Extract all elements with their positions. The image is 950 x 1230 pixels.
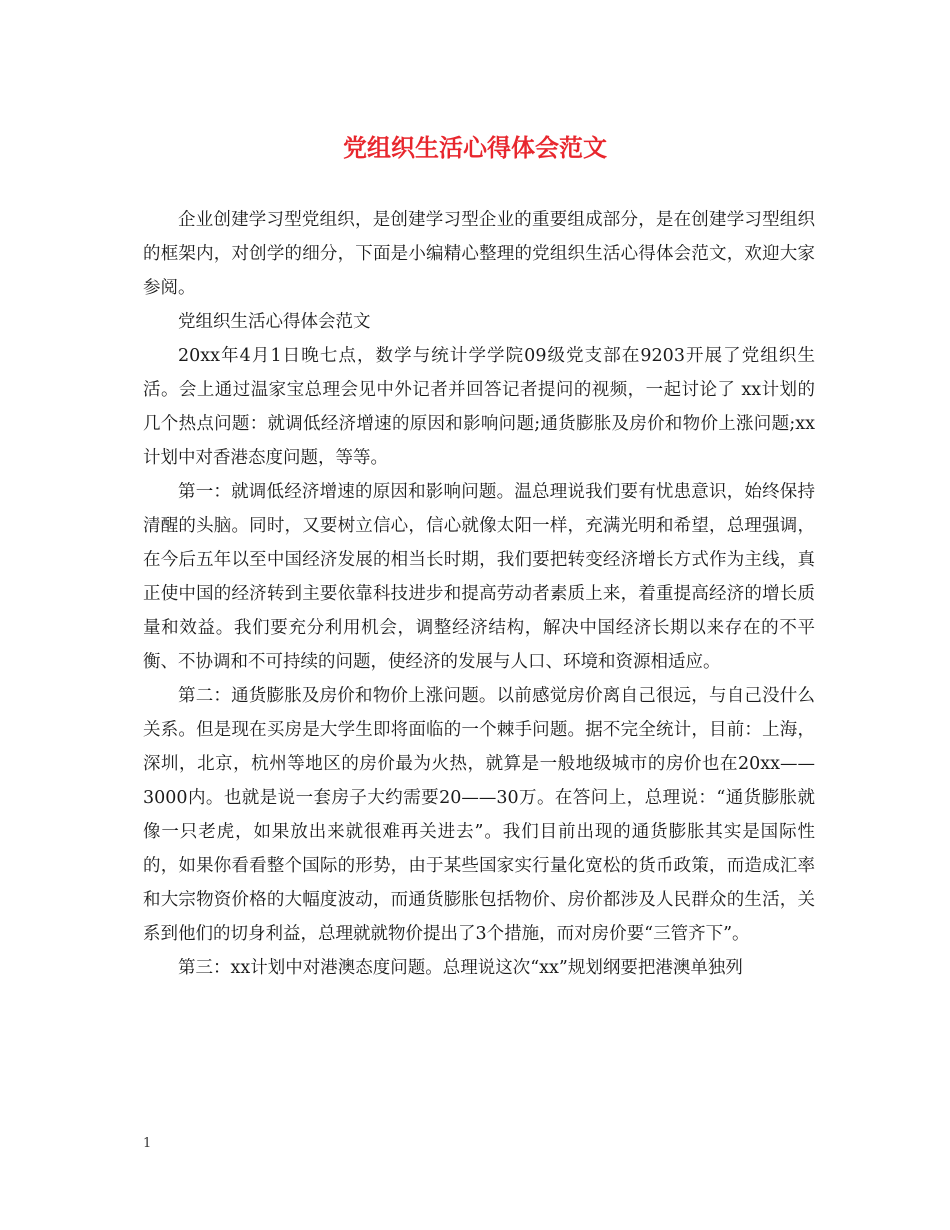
- paragraph-subtitle: 党组织生活心得体会范文: [178, 312, 371, 332]
- document-title: 党组织生活心得体会范文: [343, 133, 607, 162]
- paragraph-third-point: 第三：xx计划中对港澳态度问题。总理说这次“xx”规划纲要把港澳单独列: [178, 958, 743, 978]
- page-number: 1: [143, 1136, 152, 1151]
- paragraph-first-point: 第一：就调低经济增速的原因和影响问题。温总理说我们要有忧患意识，始终保持清醒的头脑。同时，又要树立信心，信心就像太阳一样，充满光明和希望，总理强调，在今后五年以至中国经济发展的相当长时期，我们要把转变经济增长方式作为主线，真正使中国的经济转到主要依靠科技进步和提高劳动者素质上来，着重提高经济的增长质量和效益。我们要充分利用机会，调整经济结构，解决中国经济长期以来存在的不平衡、不协调和不可持续的问题，使经济的发展与人口、环境和资源相适应。: [143, 482, 815, 672]
- paragraph-intro: 企业创建学习型党组织，是创建学习型企业的重要组成部分，是在创建学习型组织的框架内，对创学的细分，下面是小编精心整理的党组织生活心得体会范文，欢迎大家参阅。: [143, 210, 815, 298]
- document-body: [143, 203, 815, 985]
- paragraph-meeting: 20xx年4月1日晚七点，数学与统计学学院09级党支部在9203开展了党组织生活。会上通过温家宝总理会见中外记者并回答记者提问的视频，一起讨论了 xx计划的几个热点问题：就调低经济增速的原因和影响问题;通货膨胀及房价和物价上涨问题;xx计划中对香港态度问题，等等。: [143, 346, 815, 468]
- paragraph-second-point: 第二：通货膨胀及房价和物价上涨问题。以前感觉房价离自己很远，与自己没什么关系。但是现在买房是大学生即将面临的一个棘手问题。据不完全统计，目前：上海，深圳，北京，杭州等地区的房价最为火热，就算是一般地级城市的房价也在20xx——3000内。也就是说一套房子大约需要20——30万。在答问上，总理说：“通货膨胀就像一只老虎，如果放出来就很难再关进去”。我们目前出现的通货膨胀其实是国际性的，如果你看看整个国际的形势，由于某些国家实行量化宽松的货币政策，而造成汇率和大宗物资价格的大幅度波动，而通货膨胀包括物价、房价都涉及人民群众的生活，关系到他们的切身利益，总理就就物价提出了3个措施，而对房价要“三管齐下”。: [143, 686, 815, 944]
